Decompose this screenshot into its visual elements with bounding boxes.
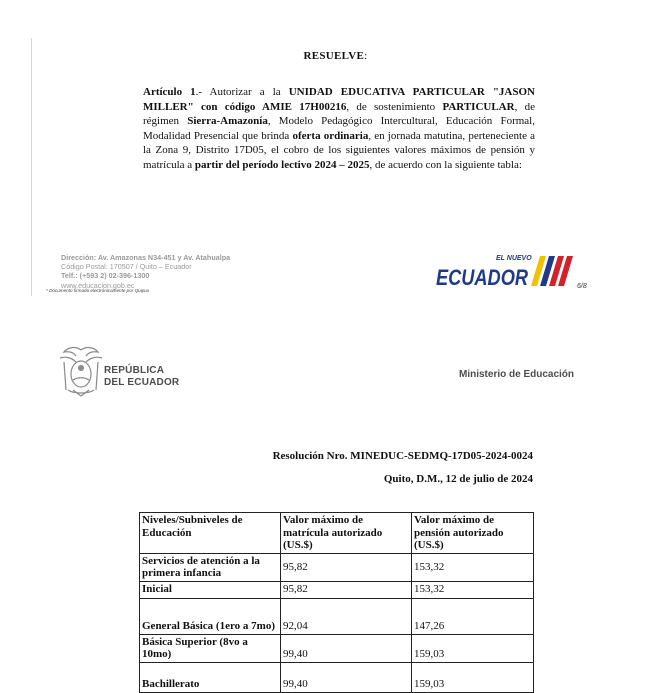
cell-pension: 153,32	[412, 581, 534, 598]
ecuador-tagline: EL NUEVO	[496, 255, 532, 262]
cell-matricula: 99,40	[281, 662, 412, 692]
cell-pension: 159,03	[412, 662, 534, 692]
article-bold: Sierra-Amazonía	[187, 115, 268, 128]
article-1-paragraph	[143, 85, 535, 173]
cell-matricula: 92,04	[281, 598, 412, 634]
republica-line-1: REPÚBLICA	[104, 365, 165, 376]
cell-level: Inicial	[140, 581, 281, 598]
header-niveles: Niveles/Subniveles de Educación	[140, 513, 281, 554]
resolution-number: Resolución Nro. MINEDUC-SEDMQ-17D05-2024-0024	[272, 450, 533, 462]
el-nuevo-ecuador-logo	[434, 248, 584, 292]
article-bold: UNIDAD EDUCATIVA PARTICULAR "JASON MILLER" con código AMIE 17H00216	[143, 86, 535, 113]
article-text: , de acuerdo con la siguiente tabla:	[369, 158, 522, 171]
table-row	[140, 553, 534, 581]
article-text: , en jornada matutina, perteneciente a la Zona 9, Distrito 17D05, el cobro de los siguientes valores máximos de pensión y matrícula a	[143, 129, 535, 171]
cell-matricula: 99,40	[281, 634, 412, 662]
table-header-row	[140, 513, 534, 554]
resuelve-heading	[0, 50, 671, 62]
coat-of-arms-icon	[56, 344, 106, 398]
article-text: .- Autorizar a la	[195, 86, 289, 98]
table-row	[140, 662, 534, 692]
article-text: , Modelo Pedagógico Intercultural, Educación Formal, Modalidad Presencial que brinda	[143, 115, 535, 142]
cell-pension: 147,26	[412, 598, 534, 634]
table-row	[140, 598, 534, 634]
footer-phone: Telf.: (+593 2) 02-396-1300	[61, 271, 150, 281]
article-label: Artículo 1	[143, 86, 196, 98]
table-row	[140, 634, 534, 662]
article-text: , de sostenimiento	[346, 100, 443, 113]
article-text: , de régimen	[143, 100, 535, 128]
header-matricula: Valor máximo de matrícula autorizado (US.$)	[281, 513, 412, 554]
cell-level: Básica Superior (8vo a 10mo)	[140, 634, 281, 662]
article-bold: PARTICULAR	[442, 100, 515, 113]
cell-level: Bachillerato	[140, 662, 281, 692]
ecuador-wordmark: ECUADOR	[436, 265, 529, 290]
page-edge-line	[31, 38, 32, 296]
republica-line-2: DEL ECUADOR	[104, 377, 180, 388]
cell-pension: 153,32	[412, 553, 534, 581]
cell-matricula: 95,82	[281, 553, 412, 581]
footer-web-link[interactable]: www.educacion.gob.ec	[61, 280, 135, 290]
page-number: 6/8	[577, 283, 587, 290]
article-bold: partir del período lectivo 2024 – 2025	[194, 158, 370, 171]
cell-matricula: 95,82	[281, 581, 412, 598]
fees-table	[139, 512, 534, 693]
cell-level: General Básica (1ero a 7mo)	[140, 598, 281, 634]
ministerio-label: Ministerio de Educación	[459, 369, 575, 380]
cell-pension: 159,03	[412, 634, 534, 662]
resolution-place-date: Quito, D.M., 12 de julio de 2024	[383, 473, 533, 485]
resuelve-title: RESUELVE	[303, 50, 365, 62]
header-pension: Valor máximo de pensión autorizado (US.$)	[412, 513, 534, 554]
resuelve-colon: :	[364, 50, 368, 62]
table-row	[140, 581, 534, 598]
footer-address: Dirección: Av. Amazonas N34-451 y Av. Atahualpa	[61, 253, 231, 262]
republica-del-ecuador-label	[104, 365, 179, 389]
cell-level: Servicios de atención a la primera infancia	[140, 553, 281, 581]
footer-signature-note: * Documento firmado electrónicamente por Quipux	[46, 288, 150, 293]
footer-address-block	[61, 253, 230, 290]
footer-postal: Código Postal: 170507 / Quito – Ecuador	[61, 262, 192, 272]
article-bold: oferta ordinaria	[292, 129, 369, 142]
